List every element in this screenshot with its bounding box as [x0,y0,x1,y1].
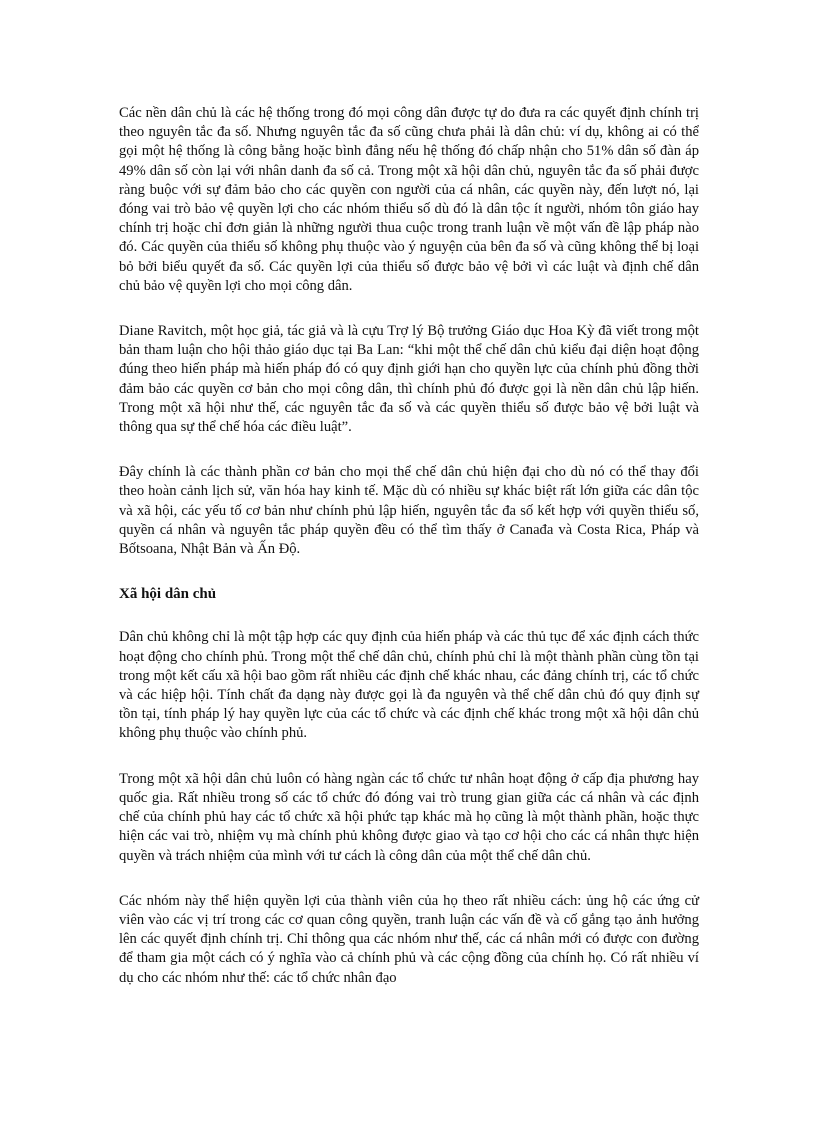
paragraph-private-organizations: Trong một xã hội dân chủ luôn có hàng ngàn các tổ chức tư nhân hoạt động ở cấp địa phương hay quốc gia. Rất nhiều trong số các tổ chức đó đóng vai trò trung gian giữa các cá nhân và các định chế của chính phủ hay các tổ chức xã hội phức tạp khác mà họ cũng là một thành phần, hoặc thực hiện các vai trò, nhiệm vụ mà chính phủ không được giao và tạo cơ hội cho các cá nhân thực hiện quyền và trách nhiệm của mình với tư cách là công dân của một thể chế dân chủ. [119,770,699,864]
paragraph-ravitch-quote: Diane Ravitch, một học giả, tác giả và là cựu Trợ lý Bộ trưởng Giáo dục Hoa Kỳ đã viết trong một bản tham luận cho hội thảo giáo dục tại Ba Lan: “khi một thể chế dân chủ kiểu đại diện hoạt động đúng theo hiến pháp mà hiến pháp đó có quy định giới hạn cho quyền lực của chính phủ đồng thời đảm bảo các quyền cơ bản cho mọi công dân, thì chính phủ đó được gọi là nền dân chủ lập hiến. Trong một xã hội như thế, các nguyên tắc đa số và các quyền thiểu số được bảo vệ bởi luật và thông qua sự thể chế hóa các điều luật”. [119,323,699,436]
paragraph-pluralism: Dân chủ không chỉ là một tập hợp các quy định của hiến pháp và các thủ tục để xác định cách thức hoạt động cho chính phủ. Trong một thể chế dân chủ, chính phủ chỉ là một thành phần cùng tồn tại trong một kết cấu xã hội bao gồm rất nhiều các định chế khác nhau, các đảng chính trị, các tổ chức và các hiệp hội. Tính chất đa dạng này được gọi là đa nguyên và thể chế dân chủ đó quy định sự tồn tại, tính pháp lý hay quyền lực của các tổ chức và các định chế khác trong một xã hội dân chủ không phụ thuộc vào chính phủ. [119,629,699,742]
document-body [119,104,699,1014]
paragraph-majority-rule: Các nền dân chủ là các hệ thống trong đó mọi công dân được tự do đưa ra các quyết định chính trị theo nguyên tắc đa số. Nhưng nguyên tắc đa số cũng chưa phải là dân chủ: ví dụ, không ai có thể gọi một hệ thống là công bằng hoặc bình đẳng nếu hệ thống đó chấp nhận cho 51% dân số đàn áp 49% dân số còn lại với nhân danh đa số cả. Trong một xã hội dân chủ, nguyên tắc đa số phải được ràng buộc với sự đảm bảo cho các quyền con người của cá nhân, các quyền này, đến lượt nó, lại đóng vai trò bảo vệ quyền lợi cho các nhóm thiểu số dù đó là dân tộc ít người, nhóm tôn giáo hay chính trị hoặc chỉ đơn giản là những người thua cuộc trong tranh luận về một vấn đề lập pháp nào đó. Các quyền của thiểu số không phụ thuộc vào ý nguyện của bên đa số và cũng không thể bị loại bỏ bởi biểu quyết đa số. Các quyền lợi của thiểu số được bảo vệ bởi vì các luật và định chế dân chủ bảo vệ quyền lợi cho mọi công dân. [119,105,699,294]
section-heading: Xã hội dân chủ [119,586,217,603]
paragraph-group-interests: Các nhóm này thể hiện quyền lợi của thành viên của họ theo rất nhiều cách: ủng hộ các ứng cử viên vào các vị trí trong các cơ quan công quyền, tranh luận các vấn đề và cố gắng tạo ảnh hưởng lên các quyết định chính trị. Chỉ thông qua các nhóm như thế, các cá nhân mới có được con đường để tham gia một cách có ý nghĩa vào cả chính phủ và các cộng đồng của chính họ. Có rất nhiều ví dụ cho các nhóm như thế: các tổ chức nhân đạo [119,892,699,986]
paragraph-core-elements: Đây chính là các thành phần cơ bản cho mọi thể chế dân chủ hiện đại cho dù nó có thể thay đổi theo hoàn cảnh lịch sử, văn hóa hay kinh tế. Mặc dù có nhiều sự khác biệt rất lớn giữa các dân tộc và xã hội, các yếu tố cơ bản như chính phủ lập hiến, nguyên tắc đa số kết hợp với quyền thiểu số, quyền cá nhân và nguyên tắc pháp quyền đều có thể tìm thấy ở Canađa và Costa Rica, Pháp và Bốtsoana, Nhật Bản và Ấn Độ. [119,464,699,558]
